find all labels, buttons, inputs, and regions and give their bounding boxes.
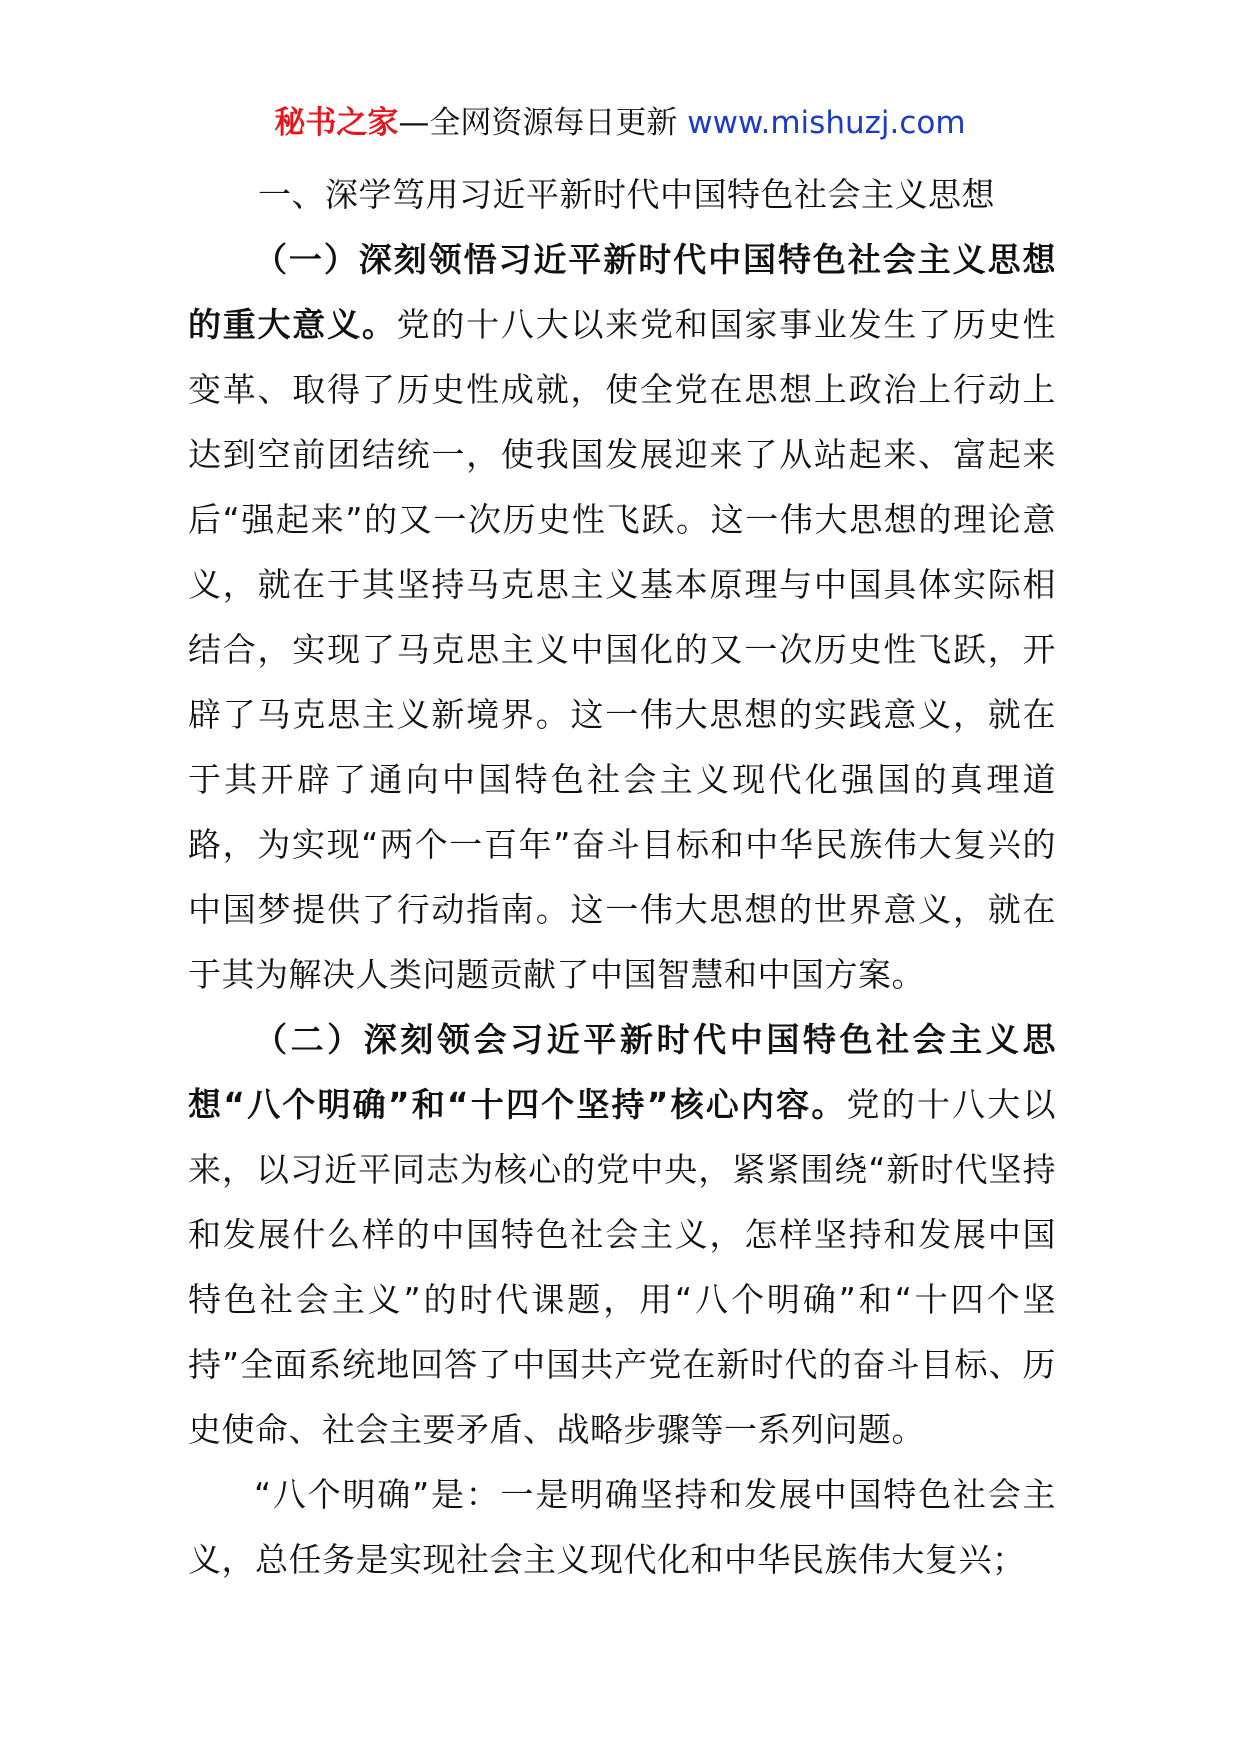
paragraph-1-body: 党的十八大以来党和国家事业发生了历史性变革、取得了历史性成就，使全党在思想上政治上行动上达到空前团结统一，使我国发展迎来了从站起来、富起来后“强起来”的又一次历史性飞跃。这一伟大思想的理论意义，就在于其坚持马克思主义基本原理与中国具体实际相结合，实现了马克思主义中国化的又一次历史性飞跃，开辟了马克思主义新境界。这一伟大思想的实践意义，就在于其开辟了通向中国特色社会主义现代化强国的真理道路，为实现“两个一百年”奋斗目标和中华民族伟大复兴的中国梦提供了行动指南。这一伟大思想的世界意义，就在于其为解决人类问题贡献了中国智慧和中国方案。	[188, 305, 1056, 994]
section-title: 一、深学笃用习近平新时代中国特色社会主义思想	[258, 175, 995, 214]
paragraph-1-heading: （一）深刻领悟习近平新时代中国特色社会主义思想的重大意义。	[188, 240, 1056, 344]
paragraph-1	[188, 227, 1056, 1007]
site-url-link[interactable]: www.mishuzj.com	[687, 105, 966, 141]
paragraph-2-heading: （二）深刻领会习近平新时代中国特色社会主义思想“八个明确”和“十四个坚持”核心内容。	[188, 1020, 1056, 1124]
paragraph-2	[188, 1007, 1056, 1462]
site-brand: 秘书之家	[274, 105, 399, 141]
paragraph-3	[188, 1462, 1056, 1592]
paragraph-3-body: “八个明确”是：一是明确坚持和发展中国特色社会主义，总任务是实现社会主义现代化和中华民族伟大复兴；	[188, 1475, 1056, 1579]
document-body	[188, 162, 1056, 1592]
site-tagline: —全网资源每日更新	[398, 105, 688, 141]
site-header	[0, 100, 1240, 146]
paragraph-2-body: 党的十八大以来，以习近平同志为核心的党中央，紧紧围绕“新时代坚持和发展什么样的中国特色社会主义，怎样坚持和发展中国特色社会主义”的时代课题，用“八个明确”和“十四个坚持”全面系统地回答了中国共产党在新时代的奋斗目标、历史使命、社会主要矛盾、战略步骤等一系列问题。	[188, 1085, 1056, 1449]
